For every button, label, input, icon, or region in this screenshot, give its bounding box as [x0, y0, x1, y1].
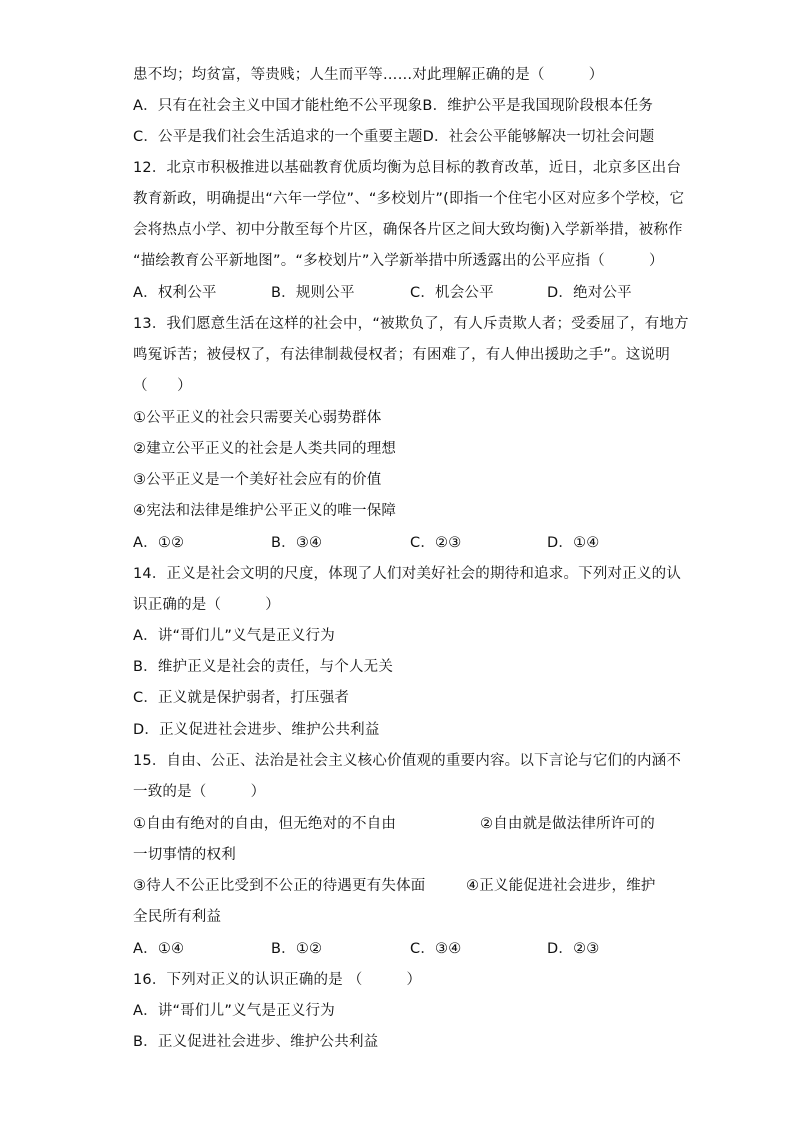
- q13-statement-3: ③公平正义是一个美好社会应有的价值: [133, 472, 382, 488]
- q13-statement-1: ①公平正义的社会只需要关心弱势群体: [133, 410, 382, 426]
- q15-statement-3: ③待人不公正比受到不公正的待遇更有失体面: [133, 878, 426, 894]
- q12-option-b: B．规则公平: [271, 285, 355, 301]
- q13-option-d: D．①④: [547, 535, 600, 551]
- q15-option-b: B．①②: [271, 941, 323, 957]
- q15-stem-line2: 一致的是（ ）: [133, 784, 266, 800]
- q14-stem-line1: 14．正义是社会文明的尺度，体现了人们对美好社会的期待和追求。下列对正义的认: [133, 566, 682, 582]
- q16-stem: 16．下列对正义的认识正确的是 （ ）: [133, 972, 422, 988]
- q12-stem-line3: 会将热点小学、初中分散至每个片区，确保各片区之间大致均衡)入学新举措，被称作: [133, 222, 683, 238]
- q16-option-b: B．正义促进社会进步、维护公共利益: [133, 1034, 379, 1050]
- q11-options-cd: C．公平是我们社会生活追求的一个重要主题D．社会公平能够解决一切社会问题: [133, 129, 655, 145]
- q13-option-b: B．③④: [271, 535, 323, 551]
- q15-stem-line1: 15．自由、公正、法治是社会主义核心价值观的重要内容。以下言论与它们的内涵不: [133, 753, 682, 769]
- q15-statement-2-cont: 一切事情的权利: [133, 847, 236, 863]
- q12-stem-line2: 教育新政，明确提出“六年一学位”、“多校划片”(即指一个住宅小区对应多个学校，它: [133, 191, 685, 207]
- q12-option-a: A．权利公平: [133, 285, 217, 301]
- q12-option-c: C．机会公平: [410, 285, 494, 301]
- q14-option-a: A．讲“哥们儿”义气是正义行为: [133, 628, 335, 644]
- q14-option-d: D．正义促进社会进步、维护公共利益: [133, 722, 380, 738]
- q13-stem-line3: （ ）: [133, 378, 192, 394]
- q15-statement-1: ①自由有绝对的自由，但无绝对的不自由: [133, 816, 397, 832]
- q13-option-c: C．②③: [410, 535, 462, 551]
- q11-stem-tail: 患不均；均贫富，等贵贱；人生而平等……对此理解正确的是（ ）: [133, 67, 604, 83]
- q11-options-ab: A．只有在社会主义中国才能杜绝不公平现象B．维护公平是我国现阶段根本任务: [133, 98, 654, 114]
- q16-option-a: A．讲“哥们儿”义气是正义行为: [133, 1003, 335, 1019]
- q15-statement-4: ④正义能促进社会进步，维护: [466, 878, 656, 894]
- q12-stem-line1: 12．北京市积极推进以基础教育优质均衡为总目标的教育改革，近日，北京多区出台: [133, 160, 682, 176]
- q13-stem-line2: 鸣冤诉苦；被侵权了，有法律制裁侵权者；有困难了，有人伸出援助之手”。这说明: [133, 347, 670, 363]
- q15-statement-2: ②自由就是做法律所许可的: [480, 816, 655, 832]
- q13-option-a: A．①②: [133, 535, 185, 551]
- q15-option-d: D．②③: [547, 941, 600, 957]
- q13-statement-2: ②建立公平正义的社会是人类共同的理想: [133, 441, 397, 457]
- q14-stem-line2: 识正确的是（ ）: [133, 597, 280, 613]
- q15-option-a: A．①④: [133, 941, 185, 957]
- q12-stem-line4: “描绘教育公平新地图”。“多校划片”入学新举措中所透露出的公平应指（ ）: [133, 253, 664, 269]
- q13-stem-line1: 13．我们愿意生活在这样的社会中，“被欺负了，有人斥责欺人者；受委屈了，有地方: [133, 316, 689, 332]
- q15-statement-4-cont: 全民所有利益: [133, 909, 222, 925]
- q12-option-d: D．绝对公平: [547, 285, 632, 301]
- q14-option-c: C．正义就是保护弱者，打压强者: [133, 690, 350, 706]
- q14-option-b: B．维护正义是社会的责任，与个人无关: [133, 659, 394, 675]
- q13-statement-4: ④宪法和法律是维护公平正义的唯一保障: [133, 503, 397, 519]
- q15-option-c: C．③④: [410, 941, 462, 957]
